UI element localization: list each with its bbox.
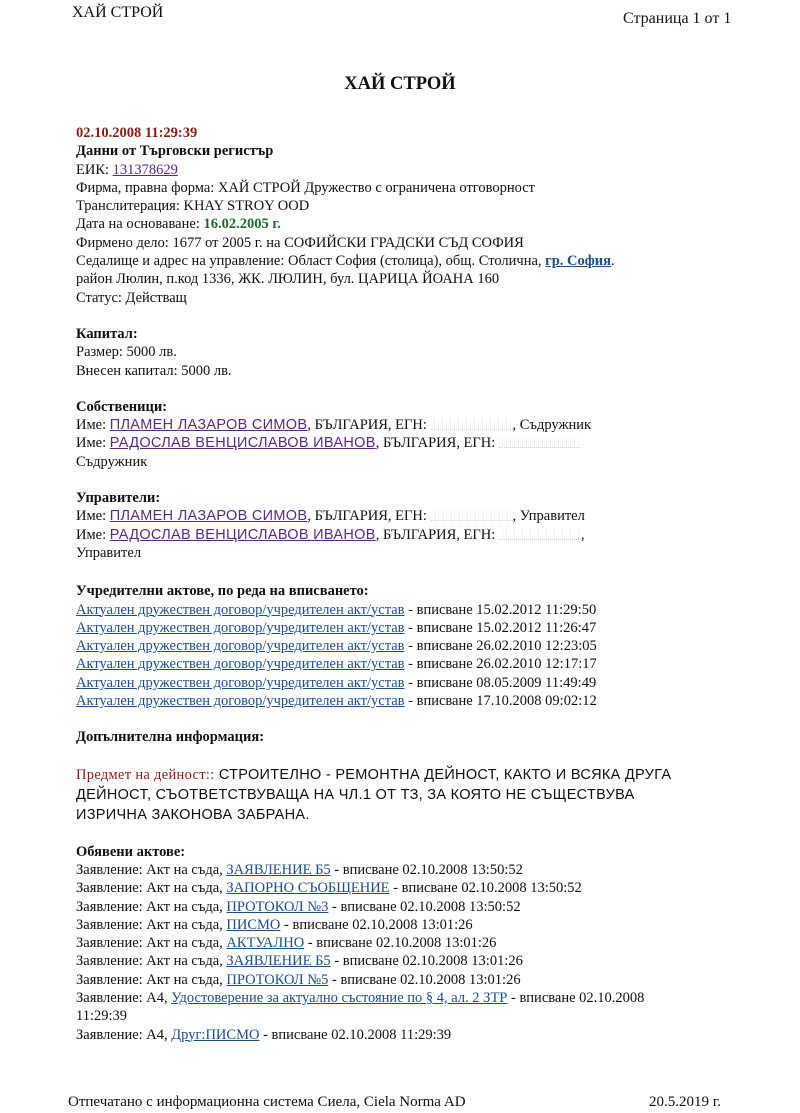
seat-prefix: Седалище и адрес на управление: Област София (столица), общ. Столична, — [76, 253, 542, 270]
act-link[interactable]: Актуален дружествен договор/учредителен акт/устав — [76, 693, 405, 710]
act-row — [76, 692, 756, 710]
announced-prefix: Заявление: Акт на съда, — [76, 935, 223, 952]
announced-row — [76, 952, 756, 970]
transliteration-row: Транслитерация: KHAY STROY OOD — [76, 198, 310, 215]
announced-row — [76, 1026, 756, 1044]
capital-heading: Капитал: — [76, 325, 138, 342]
announced-link[interactable]: ЗАЯВЛЕНИЕ Б5 — [226, 861, 331, 878]
redacted-egn — [431, 510, 513, 521]
address-row: район Люлин, п.код 1336, ЖК. ЛЮЛИН, бул. ЦАРИЦА ЙОАНА 160 — [76, 271, 500, 288]
act-entry: - вписване 26.02.2010 12:23:05 — [408, 638, 597, 655]
manager-role: , Управител — [512, 508, 585, 525]
act-link[interactable]: Актуален дружествен договор/учредителен акт/устав — [76, 601, 405, 618]
owner-role: Съдружник — [76, 453, 148, 470]
act-row — [76, 655, 756, 673]
announced-row — [76, 934, 756, 952]
manager-country-egn: , БЪЛГАРИЯ, ЕГН: — [375, 526, 496, 543]
announced-prefix: Заявление: Акт на съда, — [76, 861, 223, 878]
manager-role: Управител — [76, 544, 142, 561]
subject-line: ДЕЙНОСТ, СЪОТВЕТСТВУВАЩА НА ЧЛ.1 ОТ ТЗ, ЗА КОЯТО НЕ СЪЩЕСТВУВА — [76, 786, 635, 803]
announced-prefix: Заявление: Акт на съда, — [76, 880, 223, 897]
act-row — [76, 619, 756, 637]
manager-name-link[interactable]: РАДОСЛАВ ВЕНЦИСЛАВОВ ИВАНОВ — [109, 526, 376, 543]
announced-prefix: Заявление: А4, — [76, 1026, 168, 1043]
owners-heading: Собственици: — [76, 398, 168, 415]
announced-entry: - вписване 02.10.2008 13:01:26 — [331, 971, 521, 988]
manager-row — [76, 507, 756, 525]
subject-line: ИЗРИЧНА ЗАКОНОВА ЗАБРАНА. — [76, 806, 310, 823]
announced-entry-continuation: 11:29:39 — [76, 1008, 128, 1025]
capital-paid: Внесен капитал: 5000 лв. — [76, 362, 232, 379]
act-entry: - вписване 15.02.2012 11:26:47 — [408, 619, 597, 636]
business-subject — [76, 765, 756, 825]
announced-link[interactable]: ЗАЯВЛЕНИЕ Б5 — [226, 953, 331, 970]
announced-prefix: Заявление: Акт на съда, — [76, 898, 223, 915]
founded-label: Дата на основаване: — [76, 216, 200, 233]
announced-prefix: Заявление: Акт на съда, — [76, 953, 223, 970]
acts-list — [76, 601, 756, 711]
act-link[interactable]: Актуален дружествен договор/учредителен акт/устав — [76, 638, 405, 655]
owner-country-egn: , БЪЛГАРИЯ, ЕГН: — [375, 435, 496, 452]
announced-link[interactable]: ПИСМО — [226, 916, 281, 933]
announced-prefix: Заявление: Акт на съда, — [76, 971, 223, 988]
announced-prefix: Заявление: Акт на съда, — [76, 916, 223, 933]
acts-heading: Учредителни актове, по реда на вписването: — [76, 583, 369, 600]
capital-size: Размер: 5000 лв. — [76, 344, 177, 361]
owner-name-link[interactable]: РАДОСЛАВ ВЕНЦИСЛАВОВ ИВАНОВ — [109, 435, 376, 452]
seat-city-link[interactable]: гр. София — [545, 253, 611, 270]
manager-name-link[interactable]: ПЛАМЕН ЛАЗАРОВ СИМОВ — [109, 508, 308, 525]
act-row — [76, 637, 756, 655]
act-link[interactable]: Актуален дружествен договор/учредителен акт/устав — [76, 674, 405, 691]
founded-row — [76, 215, 756, 233]
announced-entry: - вписване 02.10.2008 13:50:52 — [334, 861, 523, 878]
announced-row — [76, 916, 756, 934]
case-row: Фирмено дело: 1677 от 2005 г. на СОФИЙСКИ ГРАДСКИ СЪД СОФИЯ — [76, 234, 524, 251]
name-label: Име: — [76, 435, 107, 452]
act-link[interactable]: Актуален дружествен договор/учредителен акт/устав — [76, 656, 405, 673]
subject-line — [76, 765, 756, 785]
redacted-egn — [499, 437, 581, 448]
act-entry: - вписване 17.10.2008 09:02:12 — [408, 693, 597, 710]
announced-row — [76, 898, 756, 916]
announced-entry: - вписване 02.10.2008 13:01:26 — [334, 953, 523, 970]
announced-entry: - вписване 02.10.2008 11:29:39 — [263, 1026, 452, 1043]
act-row — [76, 674, 756, 692]
act-row — [76, 601, 756, 619]
additional-heading: Допълнителна информация: — [76, 729, 265, 746]
header-company-name: ХАЙ СТРОЙ — [72, 4, 164, 21]
owner-row — [76, 434, 756, 452]
document-body — [76, 124, 756, 1044]
seat-suffix: . — [611, 253, 615, 270]
announced-list — [76, 861, 756, 1044]
act-entry: - вписване 26.02.2010 12:17:17 — [408, 656, 597, 673]
footer-printed-by: Отпечатано с информационна система Сиела, Ciela Norma AD — [68, 1094, 466, 1110]
firm-row: Фирма, правна форма: ХАЙ СТРОЙ Дружество с ограничена отговорност — [76, 179, 536, 196]
act-link[interactable]: Актуален дружествен договор/учредителен акт/устав — [76, 619, 405, 636]
announced-link[interactable]: Друг:ПИСМО — [171, 1026, 260, 1043]
announced-entry: - вписване 02.10.2008 13:50:52 — [331, 898, 521, 915]
footer-date: 20.5.2019 г. — [649, 1094, 721, 1110]
announced-row — [76, 971, 756, 989]
subject-label: Предмет на дейност:: — [76, 766, 215, 783]
report-datetime: 02.10.2008 11:29:39 — [76, 125, 198, 141]
announced-link[interactable]: ЗАПОРНО СЪОБЩЕНИЕ — [226, 880, 390, 897]
status-row: Статус: Действащ — [76, 289, 187, 306]
eik-row — [76, 161, 756, 179]
redacted-egn — [431, 419, 513, 430]
eik-label: ЕИК: — [76, 161, 110, 178]
announced-row — [76, 879, 756, 897]
announced-entry: - вписване 02.10.2008 13:01:26 — [284, 916, 473, 933]
owner-name-link[interactable]: ПЛАМЕН ЛАЗАРОВ СИМОВ — [109, 417, 308, 434]
announced-link[interactable]: ПРОТОКОЛ №5 — [226, 971, 329, 988]
header-page-number: Страница 1 от 1 — [623, 10, 732, 27]
eik-link[interactable]: 131378629 — [112, 161, 178, 178]
name-label: Име: — [76, 417, 107, 434]
announced-link[interactable]: Удостоверение за актуално състояние по § 4, ал. 2 ЗТР — [171, 989, 508, 1006]
page-title: ХАЙ СТРОЙ — [344, 74, 456, 94]
managers-heading: Управители: — [76, 490, 161, 507]
manager-country-egn: , БЪЛГАРИЯ, ЕГН: — [307, 508, 427, 525]
announced-row — [76, 989, 756, 1007]
announced-entry: - вписване 02.10.2008 — [511, 989, 645, 1006]
seat-row — [76, 252, 756, 270]
act-entry: - вписване 08.05.2009 11:49:49 — [408, 674, 597, 691]
announced-entry: - вписване 02.10.2008 13:01:26 — [307, 935, 497, 952]
registry-heading: Данни от Търговски регистър — [76, 143, 274, 160]
announced-prefix: Заявление: А4, — [76, 989, 168, 1006]
owner-role: , Съдружник — [512, 417, 592, 434]
announced-heading: Обявени актове: — [76, 843, 186, 860]
manager-row: Име: РАДОСЛАВ ВЕНЦИСЛАВОВ ИВАНОВ, БЪЛГАРИЯ, ЕГН: , — [76, 526, 585, 543]
name-label: Име: — [76, 508, 107, 525]
redacted-egn — [499, 529, 581, 540]
announced-entry: - вписване 02.10.2008 13:50:52 — [393, 880, 582, 897]
founded-date: 16.02.2005 г. — [203, 216, 281, 233]
announced-row — [76, 861, 756, 879]
owner-country-egn: , БЪЛГАРИЯ, ЕГН: — [307, 417, 427, 434]
subject-text: СТРОИТЕЛНО - РЕМОНТНА ДЕЙНОСТ, КАКТО И ВСЯКА ДРУГА — [218, 766, 672, 783]
announced-link[interactable]: АКТУАЛНО — [226, 935, 305, 952]
name-label: Име: — [76, 526, 107, 543]
act-entry: - вписване 15.02.2012 11:29:50 — [408, 601, 597, 618]
owner-row — [76, 416, 756, 434]
announced-link[interactable]: ПРОТОКОЛ №3 — [226, 898, 329, 915]
